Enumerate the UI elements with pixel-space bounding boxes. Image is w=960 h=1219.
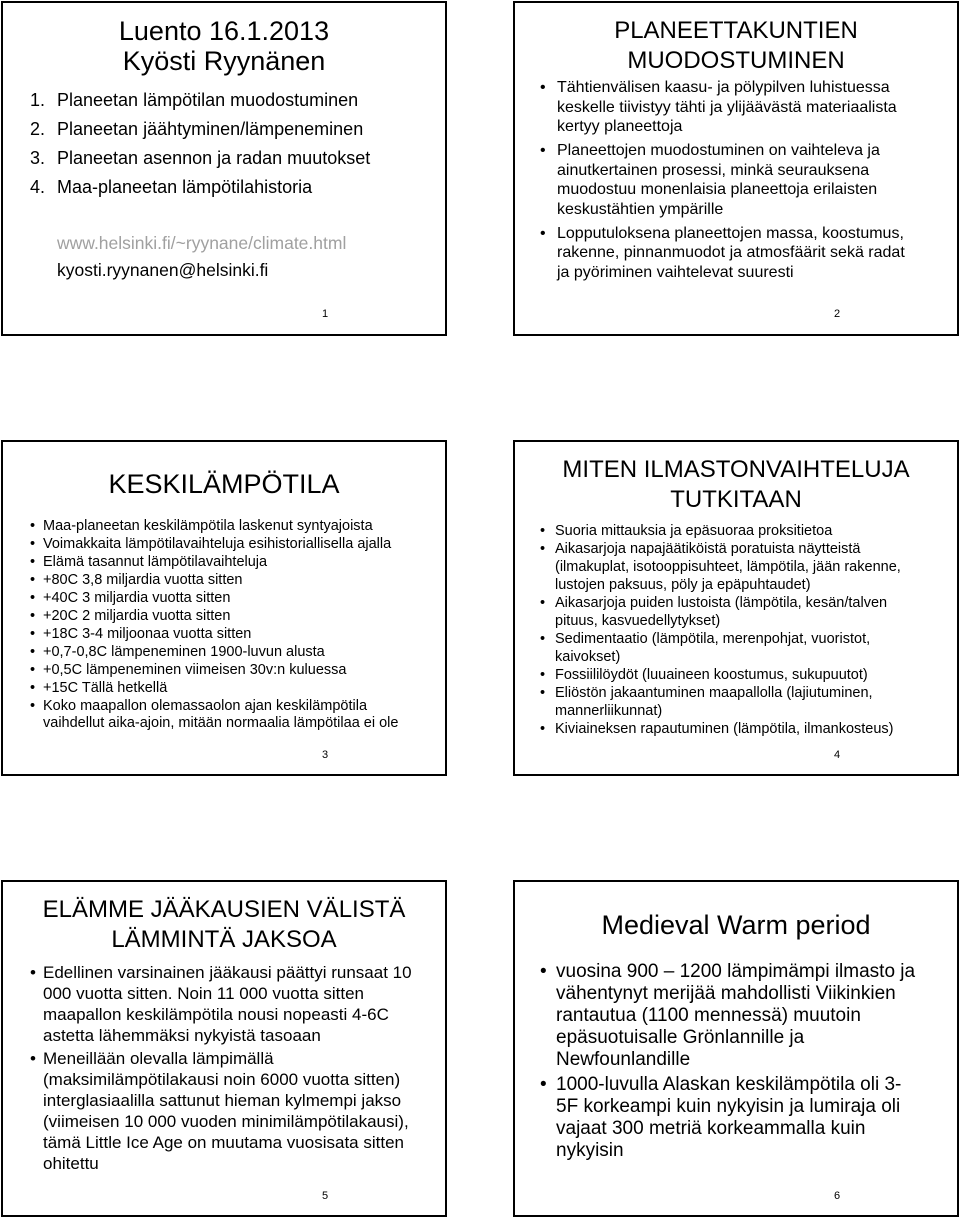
numbered-item — [30, 173, 370, 202]
bullet-text-line: (maksimilämpötilakausi noin 6000 vuotta sitten) — [43, 1070, 401, 1089]
slide-title — [515, 910, 957, 940]
contact-info — [57, 230, 346, 284]
title-line: MUODOSTUMINEN — [627, 47, 845, 74]
bullet-text-line: Maa-planeetan keskilämpötila laskenut syntyajoista — [43, 518, 373, 534]
bullet-text-line: interglasiaalilla sattunut hieman kylmempi jakso — [43, 1091, 402, 1110]
bullet-text-line: +0,5C lämpeneminen viimeisen 30v:n kuluessa — [43, 662, 347, 678]
bullet-dot-icon: • — [30, 572, 36, 588]
bullet-text-line: Tähtienvälisen kaasu- ja pölypilven luhistuessa — [557, 79, 890, 96]
bullet-text-line: Planeettojen muodostuminen on vaihteleva ja — [557, 142, 880, 159]
bullet-text-line: Aikasarjoja napajäätiköistä poratuista näytteistä — [555, 541, 861, 557]
item-text: Planeetan lämpötilan muodostuminen — [57, 90, 359, 110]
bullet-item — [30, 608, 398, 625]
bullet-dot-icon: • — [30, 662, 36, 678]
bullet-text-line: ohitettu — [43, 1154, 99, 1173]
title-line: Luento 16.1.2013 — [118, 16, 330, 46]
numbered-item — [30, 86, 370, 115]
bullet-text-line: Aikasarjoja puiden lustoista (lämpötila, kesän/talven — [555, 595, 888, 611]
bullet-text-line: tämä Little Ice Age on muutama vuosisata sitten — [43, 1133, 404, 1152]
bullet-dot-icon: • — [540, 961, 547, 982]
bullet-text-line: pituus, kasvuedellytykset) — [555, 613, 721, 629]
bullet-text-line: keskustähtien ympärille — [557, 200, 724, 218]
bullet-text-line: vajaat 300 metriä korkeammalla kuin — [556, 1118, 866, 1139]
bullet-text-line: Kiviaineksen rapautuminen (lämpötila, ilmankosteus) — [555, 721, 894, 737]
title-line: KESKILÄMPÖTILA — [108, 469, 340, 499]
bullet-dot-icon: • — [540, 685, 546, 701]
bullet-dot-icon: • — [30, 626, 36, 642]
slide-title — [3, 16, 445, 76]
slide-1 — [1, 1, 447, 336]
bullet-text-line: Voimakkaita lämpötilavaihteluja esihistoriallisella ajalla — [43, 536, 392, 552]
item-number: 4. — [30, 177, 46, 197]
bullet-dot-icon: • — [30, 1049, 36, 1068]
bullet-text-line: kertyy planeettoja — [557, 118, 683, 135]
bullet-dot-icon: • — [30, 608, 36, 624]
bullet-item — [30, 1048, 412, 1174]
bullet-item — [540, 666, 901, 684]
bullet-text-line: ainutkertainen prosessi, minkä seurauksena — [557, 161, 870, 179]
slide-number: 1 — [321, 308, 329, 320]
bullet-item — [30, 536, 398, 553]
bullet-text-line: Newfounlandille — [556, 1049, 691, 1070]
bullet-text-line: (ilmakuplat, isotooppisuhteet, lämpötila, jään rakenne, — [555, 559, 901, 575]
bullet-text-line: Elämä tasannut lämpötilavaihteluja — [43, 554, 268, 570]
bullet-list — [30, 518, 399, 733]
slide-number: 3 — [321, 749, 329, 761]
item-text: Planeetan jäähtyminen/lämpeneminen — [57, 119, 364, 139]
slide-3 — [1, 440, 447, 776]
bullet-text-line: lustojen paksuus, pöly ja epäpuhtaudet) — [555, 577, 811, 593]
title-line: Kyösti Ryynänen — [122, 46, 326, 76]
bullet-item — [30, 680, 398, 697]
bullet-list — [30, 962, 412, 1176]
item-number: 3. — [30, 148, 46, 168]
bullet-item — [540, 540, 901, 594]
slide-2 — [513, 1, 959, 336]
slide-number: 6 — [833, 1190, 841, 1202]
bullet-text-line: rantautua (1100 mennessä) muutoin — [556, 1005, 861, 1026]
bullet-text-line: +15C Tällä hetkellä — [43, 680, 168, 696]
slide-4 — [513, 440, 959, 776]
bullet-dot-icon: • — [540, 1074, 547, 1095]
bullet-dot-icon: • — [540, 721, 546, 737]
title-line: PLANEETTAKUNTIEN — [614, 17, 858, 44]
bullet-item — [30, 554, 398, 571]
slide-title — [515, 455, 957, 515]
item-text: Maa-planeetan lämpötilahistoria — [57, 177, 313, 197]
bullet-dot-icon: • — [540, 142, 546, 159]
numbered-list — [30, 86, 370, 202]
slide-number: 4 — [833, 749, 841, 761]
bullet-dot-icon: • — [540, 224, 546, 242]
bullet-text-line: rakenne, pinnanmuodot ja atmosfäärit sekä radat — [557, 244, 905, 261]
bullet-dot-icon: • — [30, 644, 36, 660]
slide-number: 5 — [321, 1190, 329, 1202]
bullet-text-line: +18C 3-4 miljoonaa vuotta sitten — [43, 626, 252, 642]
bullet-item — [30, 590, 398, 607]
bullet-item — [30, 962, 412, 1046]
bullet-dot-icon: • — [540, 79, 546, 96]
bullet-text-line: vuosina 900 – 1200 lämpimämpi ilmasto ja — [556, 961, 916, 982]
bullet-item — [540, 630, 901, 666]
bullet-dot-icon: • — [540, 631, 546, 647]
website-link[interactable]: www.helsinki.fi/~ryynane/climate.html — [57, 233, 347, 253]
bullet-dot-icon: • — [540, 541, 546, 557]
bullet-text-line: (viimeisen 10 000 vuoden minimilämpötilakausi), — [43, 1112, 409, 1131]
bullet-text-line: vaihdellut aika-ajoin, mitään normaalia lämpötilaa ei ole — [43, 715, 399, 731]
bullet-dot-icon: • — [30, 536, 36, 552]
bullet-text-line: Lopputuloksena planeettojen massa, koostumus, — [557, 224, 904, 242]
bullet-text-line: muodostuu monenlaisia planeettoja erilaisten — [557, 181, 878, 198]
bullet-dot-icon: • — [30, 554, 36, 570]
bullet-item — [540, 78, 905, 137]
bullet-text-line: +40C 3 miljardia vuotta sitten — [43, 590, 231, 606]
bullet-item — [30, 626, 398, 643]
bullet-item — [540, 594, 901, 630]
bullet-item — [540, 961, 916, 1071]
bullet-text-line: +0,7-0,8C lämpeneminen 1900-luvun alusta — [43, 644, 325, 660]
bullet-dot-icon: • — [540, 523, 546, 539]
bullet-text-line: epäsuotuisalle Grönlannille ja — [556, 1027, 805, 1048]
bullet-text-line: Suoria mittauksia ja epäsuoraa proksitietoa — [555, 523, 833, 539]
bullet-dot-icon: • — [30, 518, 36, 534]
numbered-item — [30, 144, 370, 173]
bullet-text-line: kaivokset) — [555, 649, 621, 665]
bullet-text-line: +20C 2 miljardia vuotta sitten — [43, 608, 231, 624]
bullet-text-line: nykyisin — [556, 1140, 624, 1161]
bullet-text-line: 5F korkeampi kuin nykyisin ja lumiraja oli — [556, 1096, 901, 1117]
bullet-text-line: +80C 3,8 miljardia vuotta sitten — [43, 572, 243, 588]
bullet-item — [540, 224, 905, 283]
bullet-text-line: astetta lähemmäksi nykyistä tasoaan — [43, 1026, 321, 1045]
bullet-text-line: mannerliikunnat) — [555, 703, 663, 719]
bullet-text-line: Edellinen varsinainen jääkausi päättyi runsaat 10 — [43, 963, 412, 982]
item-text: Planeetan asennon ja radan muutokset — [57, 148, 371, 168]
slide-number: 2 — [833, 308, 841, 320]
bullet-item — [540, 684, 901, 720]
slide-6 — [513, 880, 959, 1217]
bullet-text-line: 000 vuotta sitten. Noin 11 000 vuotta sitten — [43, 984, 365, 1003]
item-number: 1. — [30, 90, 46, 110]
item-number: 2. — [30, 119, 46, 139]
title-line: MITEN ILMASTONVAIHTELUJA — [562, 456, 910, 483]
bullet-item — [540, 1074, 915, 1162]
slide-title — [515, 16, 957, 76]
numbered-item — [30, 115, 370, 144]
bullet-list — [540, 961, 916, 1165]
slide-5 — [1, 880, 447, 1217]
bullet-dot-icon: • — [540, 667, 546, 683]
bullet-dot-icon: • — [30, 963, 36, 982]
bullet-text-line: Fossiililöydöt (luuaineen koostumus, sukupuutot) — [555, 667, 868, 683]
bullet-text-line: Meneillään olevalla lämpimällä — [43, 1049, 274, 1068]
bullet-dot-icon: • — [30, 590, 36, 606]
bullet-dot-icon: • — [540, 595, 546, 611]
bullet-text-line: Koko maapallon olemassaolon ajan keskilämpötila — [43, 698, 368, 714]
title-line: LÄMMINTÄ JAKSOA — [111, 926, 337, 953]
bullet-text-line: 1000-luvulla Alaskan keskilämpötila oli 3- — [556, 1074, 902, 1095]
slide-title — [3, 469, 445, 499]
bullet-dot-icon: • — [30, 698, 36, 714]
bullet-text-line: keskelle tiivistyy tähti ja ylijäävästä materiaalista — [557, 98, 897, 116]
title-line: Medieval Warm period — [601, 910, 871, 940]
bullet-item — [540, 141, 905, 219]
bullet-text-line: maapallon keskilämpötila nousi nopeasti 4-6C — [43, 1005, 389, 1024]
bullet-text-line: vähentynyt merijää mahdollisti Viikinkien — [556, 983, 896, 1004]
email-address[interactable]: kyosti.ryynanen@helsinki.fi — [57, 260, 269, 280]
bullet-list — [540, 78, 905, 287]
bullet-item — [30, 644, 398, 661]
bullet-item — [540, 522, 901, 540]
bullet-item — [30, 518, 398, 535]
bullet-item — [30, 572, 398, 589]
bullet-item — [30, 698, 399, 732]
bullet-list — [540, 522, 901, 738]
bullet-item — [30, 662, 398, 679]
bullet-text-line: ja pyöriminen vaihtelevat suuresti — [557, 263, 794, 281]
title-line: ELÄMME JÄÄKAUSIEN VÄLISTÄ — [42, 896, 406, 923]
slide-title — [3, 895, 445, 955]
bullet-item — [540, 720, 901, 738]
bullet-dot-icon: • — [30, 680, 36, 696]
title-line: TUTKITAAN — [670, 486, 802, 513]
bullet-text-line: Eliöstön jakaantuminen maapallolla (lajiutuminen, — [555, 685, 873, 701]
bullet-text-line: Sedimentaatio (lämpötila, merenpohjat, vuoristot, — [555, 631, 871, 647]
